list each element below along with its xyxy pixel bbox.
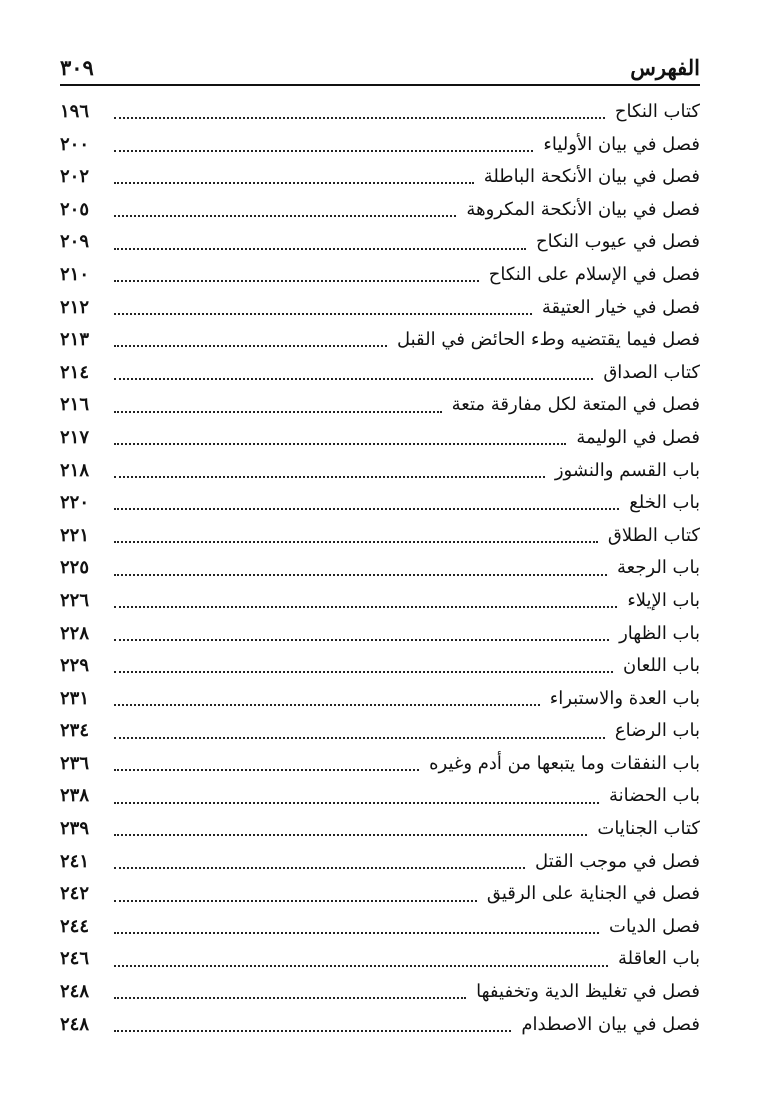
dot-leader [114,411,442,413]
toc-entry-page: ١٩٦ [60,101,90,122]
toc-entry-page: ٢١٨ [60,459,90,481]
dot-leader [114,182,474,184]
dot-leader [114,867,525,869]
toc-entry-title: كتاب النكاح [614,101,700,122]
toc-entry-page: ٢٣٨ [60,785,90,807]
page-number: ٣٠٩ [60,55,94,80]
dot-leader [114,248,526,250]
dot-leader [114,704,540,706]
toc-entry [60,683,700,716]
toc-entry [60,292,700,325]
toc-entry [60,715,700,748]
dot-leader [114,997,466,999]
dot-leader [114,280,479,282]
toc-entry [60,1009,700,1042]
toc-entry-page: ٢١٤ [60,361,90,383]
toc-entry-page: ٢٣٩ [60,818,90,840]
toc-entry-page: ٢٢٥ [60,557,90,579]
toc-entry-title: باب العاقلة [617,948,700,970]
dot-leader [114,639,609,641]
toc-entry-page: ٢٤٢ [60,883,90,905]
dot-leader [114,737,605,739]
dot-leader [114,574,607,576]
toc-entry-title: باب الحضانة [608,785,700,807]
toc-entry-title: باب الرضاع [614,720,700,742]
toc-entry-title: فصل في الجناية على الرقيق [486,883,700,905]
toc-entry [60,976,700,1009]
dot-leader [114,965,608,967]
dot-leader [114,834,587,836]
toc-entry-title: فصل في الوليمة [576,426,700,448]
toc-entry-page: ٢٠٩ [60,231,90,253]
dot-leader [114,313,532,315]
header-divider [60,84,700,86]
toc-entry-page: ٢٢٩ [60,655,90,677]
toc-entry-title: فصل في بيان الأنكحة المكروهة [466,198,700,220]
toc-entry [60,780,700,813]
toc-entry [60,389,700,422]
page-title: الفهرس [630,55,700,80]
toc-entry-page: ٢١٢ [60,296,90,318]
toc-entry [60,194,700,227]
toc-entry [60,813,700,846]
toc-entry [60,748,700,781]
toc-entry-page: ٢٢١ [60,524,90,546]
dot-leader [114,378,593,380]
toc-entry [60,324,700,357]
toc-entry [60,585,700,618]
toc-entry-page: ٢١٣ [60,329,90,351]
dot-leader [114,345,387,347]
toc-entry [60,259,700,292]
toc-entry-title: باب الإيلاء [627,589,700,611]
toc-entry-title: فصل في بيان الأنكحة الباطلة [483,166,700,188]
toc-entry [60,618,700,651]
dot-leader [114,900,477,902]
toc-entry [60,846,700,879]
toc-entry-page: ٢٠٢ [60,166,90,188]
toc-entry [60,357,700,390]
toc-entry [60,129,700,162]
toc-entry-title: باب النفقات وما يتبعها من أدم وغيره [429,752,700,774]
toc-entry-title: فصل في خيار العتيقة [541,296,700,318]
toc-entry-title: فصل في بيان الاصطدام [521,1013,700,1035]
dot-leader [114,443,566,445]
dot-leader [114,802,599,804]
dot-leader [114,541,598,543]
toc-entry [60,520,700,553]
toc-entry [60,650,700,683]
toc-entry-title: فصل في المتعة لكل مفارقة متعة [451,394,700,416]
dot-leader [114,117,605,119]
toc-entry-page: ٢٤٨ [60,981,90,1003]
toc-entry [60,422,700,455]
toc-entry-title: باب القسم والنشوز [554,459,700,481]
toc-entry-page: ٢٢٦ [60,589,90,611]
toc-entry-page: ٢١٧ [60,426,90,448]
toc-entry-page: ٢٣١ [60,687,90,709]
toc-entry [60,226,700,259]
toc-entry-title: فصل فيما يقتضيه وطء الحائض في القبل [396,329,700,351]
toc-entry-title: باب العدة والاستبراء [549,687,700,709]
dot-leader [114,150,533,152]
toc-entry [60,455,700,488]
toc-entry [60,487,700,520]
toc-entry-title: كتاب الطلاق [607,524,700,546]
toc-entry-page: ٢١٠ [60,263,90,285]
toc-entry-page: ٢١٦ [60,394,90,416]
toc-entry-page: ٢٤٤ [60,915,90,937]
page-header [60,46,700,80]
toc-entry-title: باب الرجعة [616,557,700,579]
toc-entry-page: ٢٣٤ [60,720,90,742]
toc-entry [60,878,700,911]
dot-leader [114,1030,511,1032]
dot-leader [114,932,599,934]
toc-entry-title: فصل في تغليظ الدية وتخفيفها [476,981,700,1003]
toc-entry-page: ٢٠٥ [60,198,90,220]
toc-entry-page: ٢٤٨ [60,1013,90,1035]
toc-entry-title: فصل في موجب القتل [534,850,700,872]
toc-entry-title: باب الخلع [629,492,700,514]
toc-entry [60,96,700,129]
toc-entry-page: ٢٠٠ [60,133,90,155]
dot-leader [114,671,613,673]
toc-entry-page: ٢٢٠ [60,492,90,514]
toc-entry-page: ٢٢٨ [60,622,90,644]
toc-entry-page: ٢٣٦ [60,752,90,774]
toc-entry-title: كتاب الصداق [603,361,700,383]
toc-entry [60,943,700,976]
table-of-contents [60,96,700,1041]
toc-entry-page: ٢٤١ [60,850,90,872]
dot-leader [114,508,619,510]
dot-leader [114,476,545,478]
toc-entry [60,911,700,944]
toc-entry-title: باب اللعان [623,655,700,677]
dot-leader [114,215,456,217]
toc-entry-title: فصل الديات [609,915,700,937]
toc-entry [60,161,700,194]
toc-entry-page: ٢٤٦ [60,948,90,970]
toc-entry [60,552,700,585]
toc-entry-title: فصل في الإسلام على النكاح [488,263,700,285]
toc-entry-title: كتاب الجنايات [597,818,700,840]
toc-entry-title: فصل في بيان الأولياء [543,133,700,155]
toc-entry-title: باب الظهار [619,622,700,644]
dot-leader [114,606,617,608]
toc-entry-title: فصل في عيوب النكاح [536,231,700,253]
dot-leader [114,769,419,771]
